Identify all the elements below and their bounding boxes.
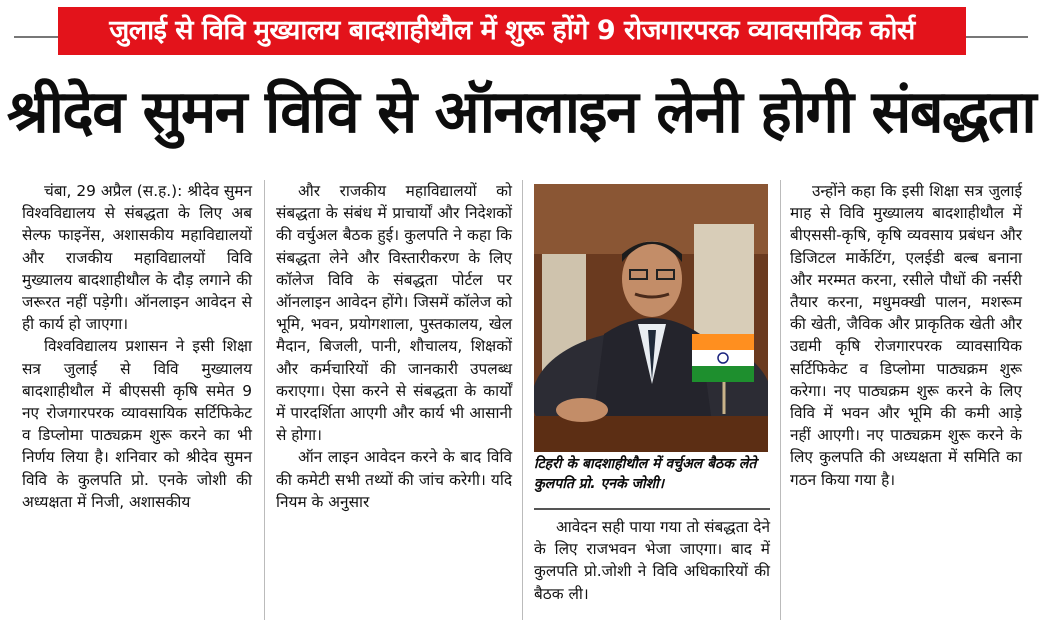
column-divider <box>522 180 523 620</box>
column-divider <box>780 180 781 620</box>
kicker-text: जुलाई से विवि मुख्यालय बादशाहीथौल में शुरू होंगे 9 रोजगारपरक व्यावसायिक कोर्स <box>58 7 966 55</box>
kicker-banner <box>0 0 1042 54</box>
photo-caption: टिहरी के बादशाहीथौल में वर्चुअल बैठक लेते कुलपति प्रो. एनके जोशी। <box>534 454 770 510</box>
headline: श्रीदेव सुमन विवि से ऑनलाइन लेनी होगी संबद्धता <box>6 77 1036 146</box>
article-column-1 <box>22 180 252 625</box>
paragraph: विश्वविद्यालय प्रशासन ने इसी शिक्षा सत्र जुलाई से विवि मुख्यालय बादशाहीथौल में बीएससी कृषि समेत 9 नए रोजगारपरक व्यावसायिक सर्टिफिकेट व डिप्लोमा पाठ्यक्रम शुरू करने का भी निर्णय लिया है। शनिवार को श्रीदेव सुमन विवि के कुलपति प्रो. एनके जोशी की अध्यक्षता में निजी, अशासकीय <box>22 337 252 511</box>
article-column-3 <box>534 516 770 626</box>
article-column-2 <box>276 180 512 625</box>
paragraph: चंबा, 29 अप्रैल (स.ह.): श्रीदेव सुमन विश्वविद्यालय से संबद्धता के लिए अब सेल्फ फाइनेंस, अशासकीय महाविद्यालयों और राजकीय महाविद्यालयों विवि मुख्यालय बादशाहीथौल के दौड़ लगाने की जरूरत नहीं पड़ेगी। ऑनलाइन आवेदन से ही कार्य हो जाएगा। <box>22 182 252 334</box>
article-column-4 <box>790 180 1022 625</box>
paragraph: उन्होंने कहा कि इसी शिक्षा सत्र जुलाई माह से विवि मुख्यालय बादशाहीथौल में बीएससी-कृषि, कृषि व्यवसाय प्रबंधन और डिजिटल मार्केटिंग, एलईडी बल्ब बनाना और मरम्मत करना, रसीले पौधों की नर्सरी तैयार करना, मधुमक्खी पालन, मशरूम की खेती, जैविक और प्राकृतिक खेती और उद्यमी कृषि रोजगारपरक व्यावसायिक सर्टिफिकेट व डिप्लोमा पाठ्यक्रम शुरू करेगा। नए पाठ्यक्रम शुरू करने के लिए विवि में भवन और भूमि की कमी आड़े नहीं आएगी। नए पाठ्यक्रम शुरू करने के लिए कुलपति की अध्यक्षता में समिति का गठन किया गया है। <box>790 182 1022 489</box>
paragraph: और राजकीय महाविद्यालयों को संबद्धता के संबंध में प्राचार्यों और निदेशकों की वर्चुअल बैठक हुई। कुलपति ने कहा कि संबद्धता लेने और विस्तारीकरण के लिए कॉलेज विवि के संबद्धता पोर्टल पर ऑनलाइन आवेदन होंगे। जिसमें कॉलेज को भूमि, भवन, प्रयोगशाला, पुस्तकालय, खेल मैदान, बिजली, पानी, शौचालय, शिक्षकों और कर्मचारियों की जानकारी उपलब्ध कराएगा। ऐसा करने से संबद्धता के कार्यों में पारदर्शिता आएगी और कार्य भी आसानी से होगा। <box>276 182 512 445</box>
vice-chancellor-photo <box>534 184 768 452</box>
paragraph: आवेदन सही पाया गया तो संबद्धता देने के लिए राजभवन भेजा जाएगा। बाद में कुलपति प्रो.जोशी ने विवि अधिकारियों की बैठक ली। <box>534 518 770 603</box>
column-divider <box>264 180 265 620</box>
paragraph: ऑन लाइन आवेदन करने के बाद विवि की कमेटी सभी तथ्यों की जांच करेगी। यदि नियम के अनुसार <box>276 448 512 511</box>
news-photo <box>534 184 768 452</box>
